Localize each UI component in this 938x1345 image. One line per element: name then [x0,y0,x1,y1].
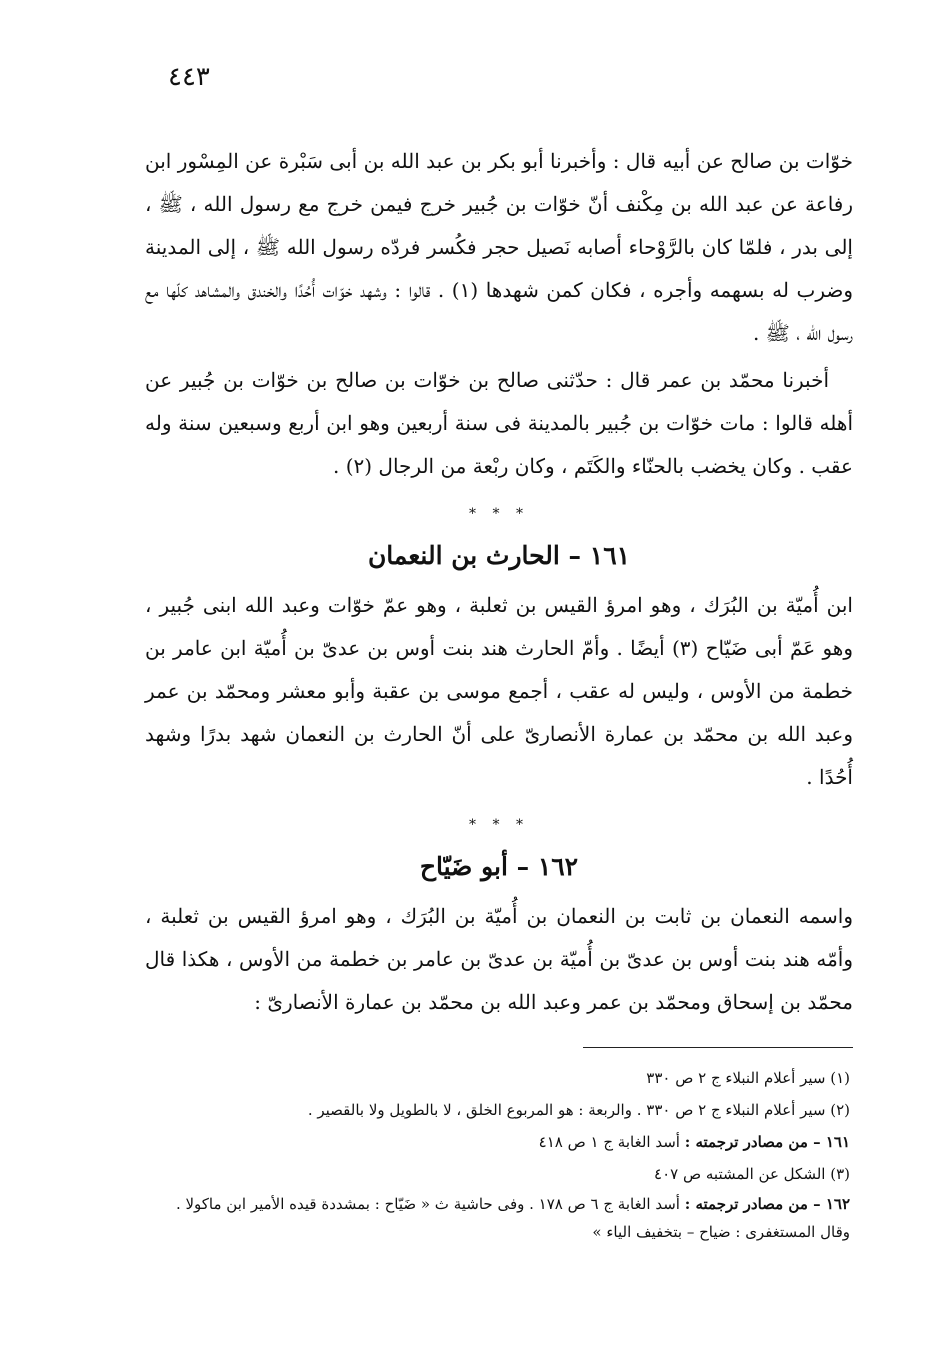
footnote-sources-162 [150,1190,850,1246]
paragraph-khawwat-1: خوّات بن صالح عن أبيه قال : وأخبرنا أبو بكر بن عبد الله بن أبى سَبْرة عن المِسْور ابن رفاعة عن عبد الله بن مِكْنف أنّ خوّات بن جُبير خرج فيمن خرج مع رسول الله ، ﷺ ، إلى بدر ، فلمّا كان بالرَّوْحاء أصابه نَصيل حجر فكُسر فردّه رسول الله ﷺ ، إلى المدينة وضرب له بسهمه وأجره ، فكان كمن شهدها (١) . قالوا : وشهد خوّات أُحُدًا والخندق والمشاهد كلّها مع رسول الله ، ﷺ . [145,149,854,345]
entry-heading-161: ١٦١ – الحارث بن النعمان [367,541,631,570]
footnote-sources-162-lead: ١٦٢ – من مصادر ترجمته : [684,1195,850,1213]
footnotes [150,1062,850,1246]
footnote-2: (٢) سير أعلام النبلاء ج ٢ ص ٣٣٠ . والربعة : هو المربوع الخلق ، لا بالطويل ولا بالقصير . [307,1101,850,1119]
entry-text-161: ابن أُميّة بن البُرَك ، وهو امرؤ القيس بن ثعلبة ، وهو عمّ خوّات وعبد الله ابنى جُبير ، وهو عَمّ أبى ضَيّاح (٣) أيضًا . وأمّ الحارث هند بنت أوس بن عدىّ بن أُميّة ابن عامر بن خطمة من الأوس ، وليس له عقب ، أجمع موسى بن عقبة وأبو معشر ومحمّد بن عمر وعبد الله بن محمّد بن عمارة الأنصارىّ على أنّ الحارث بن النعمان شهد بدرًا وشهد أُحُدًا . [145,593,854,789]
footnote-3: (٣) الشكل عن المشتبه ص ٤٠٧ [654,1165,850,1183]
entry-text-162: واسمه النعمان بن ثابت بن النعمان بن أُميّة بن البُرَك ، وهو امرؤ القيس بن ثعلبة ، وأمّه هند بنت أوس بن عدىّ بن أُميّة بن عدىّ بن عامر بن خطمة من الأوس ، هكذا قال محمّد بن إسحاق ومحمّد بن عمر وعبد الله بن محمّد بن عمارة الأنصارىّ : [145,904,853,1014]
footnote-divider [583,1047,853,1048]
footnote-1: (١) سير أعلام النبلاء ج ٢ ص ٣٣٠ [646,1069,850,1087]
footnote-sources-161 [150,1126,850,1158]
main-text [145,140,853,1024]
paragraph-khawwat-2: أخبرنا محمّد بن عمر قال : حدّثنى صالح بن خوّات بن صالح بن خوّات بن جُبير عن أهله قالوا : مات خوّات بن جُبير بالمدينة فى سنة أربعين وهو ابن أربع وسبعين سنة وله عقب . وكان يخضب بالحنّاء والكَتَم ، وكان ربْعة من الرجال (٢) . [145,368,853,478]
footnote-sources-162-text: أسد الغابة ج ٦ ص ١٧٨ . وفى حاشية ث « ضَيّاح : بمشددة قيده الأمير ابن ماكولا . وقال المستغفرى : ضياح – بتخفيف الياء » [175,1195,850,1241]
entry-heading-162: ١٦٢ – أبو ضَيّاح [419,852,579,881]
section-separator-2: * * * [469,817,529,833]
footnote-sources-161-text: أسد الغابة ج ١ ص ٤١٨ [538,1133,680,1151]
section-separator: * * * [469,506,529,522]
footnote-sources-161-lead: ١٦١ – من مصادر ترجمته : [684,1133,850,1151]
page-number: ٤٤٣ [168,62,210,92]
